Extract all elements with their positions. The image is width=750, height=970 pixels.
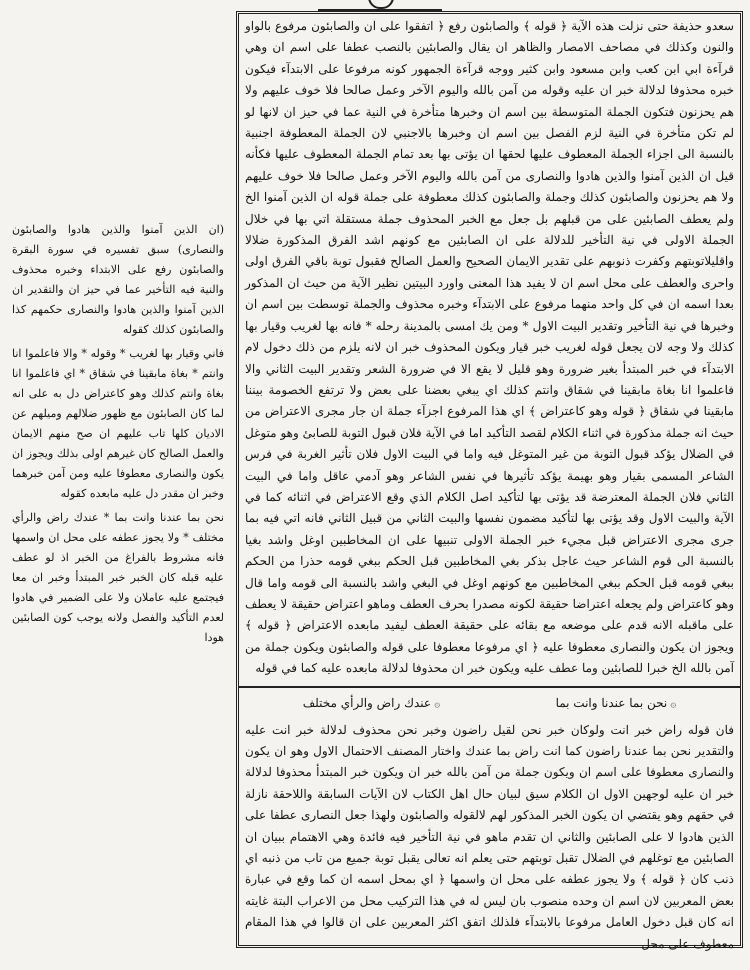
verse-line (245, 694, 734, 714)
margin-note: نحن بما عندنا وانت بما * عندك راض والرأي مختلف * ولا يجوز عطفه على محل ان واسمها فانه مشروط بالفراغ من الخبر اذ لو عطف عليه قبله كان الخبر خبر المبتدأ وخبر ان معا فيجتمع عليه عاملان ولا على الضمير في هادوا لعدم التأكيد والفصل ولانه يوجب كون الصابئين هودا (12, 511, 224, 644)
verse-hemistich-right: ۞ نحن بما عندنا وانت بما (556, 694, 677, 714)
main-paragraph-bottom: فان قوله راض خبر انت ولوكان خبر نحن لقيل راضون وخبر نحن محذوف لدلالة خبر انت عليه والتقدير نحن بما عندنا راضون كما انت راض بما عندك واختار المصنف الاحتمال الاول وهو ان يكون والنصارى معطوفا على اسم ان ويكون جملة من آمن بالله خبر ان ويكون خبر المبتدأ محذوفا لدلالة خبر ان عليه لوجهين الاول ان الكلام سيق لبيان حال اهل الكتاب لان الآيات السابقة واللاحقة نازلة في حقهم وهو يقتضي ان يكون الخبر المذكور لهم لالقوله والصابئون ولهذا جعل النصارى عطفا على الذين هادوا لا على الصابئين والثاني ان تقدم ماهو في نية التأخير فيه فائدة وهي الاهتمام ببيان ان الصابئين مع توغلهم في الضلال تقبل توبتهم حتى يعلم انه تعالى يقبل توبة جميع من تاب من ذنبه اي ذنب كان ﴿ قوله ﴾ ولا يجوز عطفه على محل ان واسمها ﴿ اي بمحل اسمه ان كما وقع في عبارة بعض المعربين لان اسم ان وحده منصوب بان ليس له في هذا التركيب محل من الاعراب البتة غايته انه كان قبل دخول العامل مرفوعا بالابتدآء فلذلك اتفق اكثر المعربين على ان قالوا في هذا المقام معطوف على محل (245, 722, 734, 951)
margin-commentary (12, 220, 224, 644)
page-header-ornament (318, 0, 442, 11)
margin-note: فاني وقيار بها لغريب * وقوله * والا فاعلموا انا وانتم * بغاة مابقينا في شقاق * اي فاعلموا انا بغاة وانتم كذلك وهو كاعتراض دل به على انه لما كان الصابئون مع ظهور ضلالهم وميلهم عن الاديان كلها تاب عليهم ان صح منهم الايمان والعمل الصالح كان غيرهم اولى بذلك ويجوز ان يكون والنصارى معطوفا عليه ومن آمن خبرهما وخبر ان مقدر دل عليه مابعده كقوله (12, 347, 224, 500)
main-text-frame (236, 11, 743, 951)
verse-hemistich-left: ۞ عندك راض والرأي مختلف (303, 694, 440, 714)
main-paragraph-top: سعدو حذيفة حتى نزلت هذه الآية ﴿ قوله ﴾ والصابئون رفع ﴿ اتفقوا على ان والصابئون مرفوع بالواو والنون وكذلك في مصاحف الامصار والظاهر ان يقال والصابئين بالنصب عطفا على اسم ان وهي قرآءة ابي ابن كعب وابن مسعود وابن كثير ووجه قرآءة الجمهور كونه مرفوعا على الابتدآء فيكون خبره محذوفا لدلالة خبر ان عليه وقوله من آمن بالله واليوم الآخر وعمل صالحا فلا خوف عليهم ولا هم يحزنون فتكون الجملة المتوسطة بين اسم ان وخبرها متأخرة في النية عما في حيز ان لانها لو لم تكن متأخرة في النية لزم الفصل بين اسم ان وخبرها بالاجنبي لان الجملة المعطوفة اجنبية بالنسبة الى اجزاء الجملة المعطوف عليها لحقها ان يؤتى بها بعد تمام الجملة المعطوف عليها فكأنه قيل ان الذين آمنوا والذين هادوا والنصارى من آمن بالله واليوم الآخر وعمل صالحا فلا خوف عليهم ولا هم يحزنون والصابئون كذلك وجملة والصابئون كذلك معطوفة على جملة قوله ان الذين آمنوا الخ ولم يعطف الصابئين على من قبلهم بل جعل مع الخبر المحذوف جملة مستقلة اتي بها في خلال الجملة الاولى في نية التأخير للدلالة على ان الصابئين مع كونهم اشد الفرق المذكورة ضلالا واقليلاتوبتهم وكفرت ذنوبهم على تقدير الايمان الصحيح والعمل الصالح فقبول توبة باقي الفرق اولى واحرى والعطف على محل اسم ان لا يفيد هذا المعنى واورد البيتين نظير الآية من حيث ان المذكور بعدا اسمه ان في كل واحد منهما مرفوع على الابتدآء وخبره محذوف والجملة توسطت بين اسم ان وخبرها في نية التأخير وتقدير البيت الاول * ومن يك امسى بالمدينة رحله * فانه بها لغريب وقيار بها كذلك ولا وجه لان يجعل قوله لغريب خبر قيار ويكون المحذوف خبر ان لانه يلزم من ذلك دخول لام الابتدآء في خبر المبتدأ بغير ضرورة وهو قليل لا يقع الا في ضرورة الشعر وتقدير البيت الثاني والا فاعلموا انا بغاة مابقينا في شقاق وانتم كذلك اي يبغي بعضنا على بعض ولا ترتفع الخصومة بيننا مابقينا في شقاق ﴿ قوله وهو كاعتراض ﴾ اي هذا المرفوع اجزآء جملة ان جار مجرى الاعتراض من حيث انه جملة مذكورة في اثناء الكلام لقصد التأكيد اما في الآية فلان قبول التوبة للصابئ وهو متوغل في الضلال يؤكد قبول التوبة من غير المتوغل فيه واما في البيت الاول فلان تأثير الغربة في فرس الشاعر المسمى بقيار وهو بهيمة يؤكد تأثيرها في نفس الشاعر وهو آدمي عاقل واما في البيت الثاني فلان الجملة المعترضة قد يؤتى بها لتأكيد اصل الكلام الذي وقع الاعتراض في اثنائه كما في الآية والبيت الاول وقد يؤتى بها لتأكيد مضمون نفسها والبيت الثاني من قبيل الثاني فانه اتي فيه بما جرى مجرى الاعتراض قبل مجيء خبر الجملة الاولى تنبيها على ان المخاطبين اوغل واشد بغيا بالنسبة الى قوم الشاعر حيث عاجل بذكر بغي المخاطبين قبل الحكم ببغي قومه حذرا من الحكم ببغي قومه قبل الحكم ببغي المخاطبين مع كونهم اوغل في البغي واشد بالنسبة الى قومه واما قال وهو كاعتراض ولم يجعله اعتراضا حقيقة لكونه مصدرا بحرف العطف وماهو اعتراض حقيقة لا يعطف على ماقبله الانه قدم على موضعه مع بقائه على حقيقة العطف ليفيد مابعده الاعتراض ﴿ قوله ﴾ ويجوز ان يكون والنصارى معطوفا عليه ﴿ اي مرفوعا معطوفا على قوله والصابئون ويكون جملة من آمن بالله الخ خبرا للصابئين وما عطف عليه ويكون خبر ان محذوفا لدلالة مابعده عليه كما في قوله (245, 19, 734, 676)
margin-note: (ان الذين آمنوا والذين هادوا والصابئون والنصارى) سبق تفسيره في سورة البقرة والصابئون رفع على الابتداء وخبره محذوف والنية فيه التأخير عما في حيز ان والتقدير ان الذين آمنوا والذين هادوا والنصارى حكمهم كذا والصابئون كذلك كقوله (12, 223, 224, 336)
section-divider (239, 686, 740, 688)
